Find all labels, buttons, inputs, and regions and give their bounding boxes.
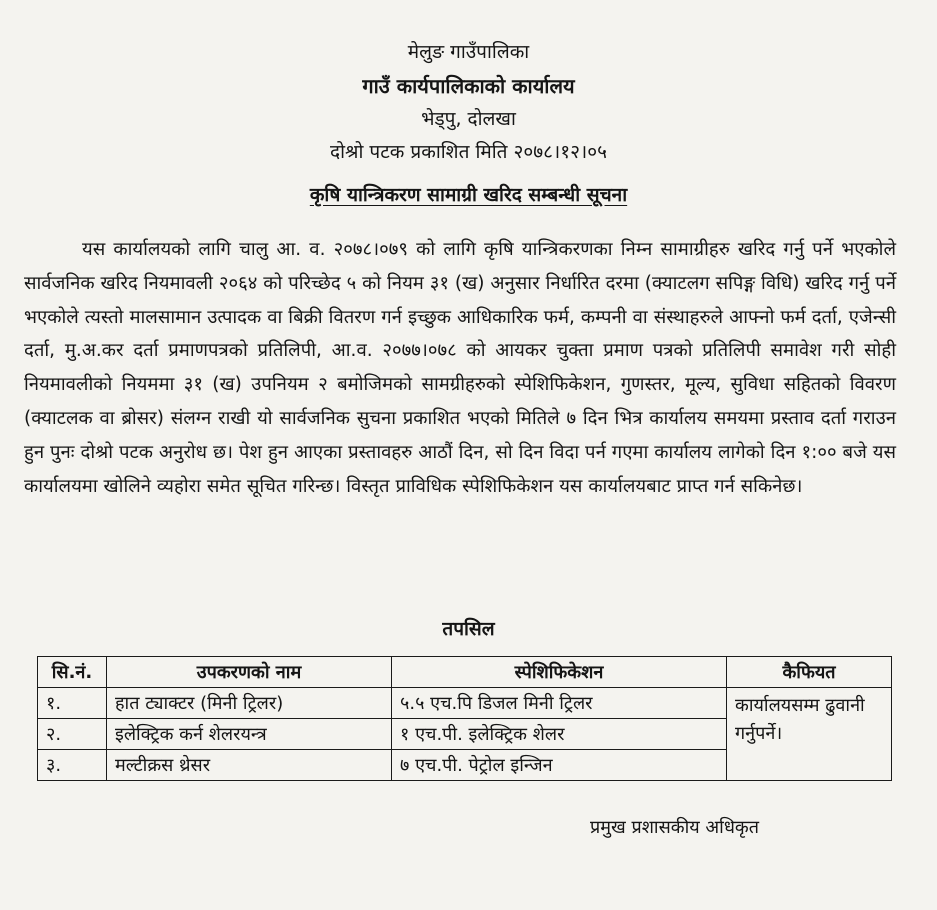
col-header-name: उपकरणको नाम (107, 657, 392, 688)
office-address: भेड्पु, दोलखा (421, 108, 516, 130)
row-sn: ३. (38, 750, 107, 781)
publication-date: दोश्रो पटक प्रकाशित मिति २०७८।१२।०५ (330, 141, 607, 163)
table-caption: तपसिल (442, 618, 495, 640)
row-spec: १ एच.पी. इलेक्ट्रिक शेलर (392, 719, 727, 750)
notice-subject (0, 183, 937, 207)
row-sn: २. (38, 719, 107, 750)
row-spec: ५.५ एच.पि डिजल मिनी ट्रिलर (392, 688, 727, 719)
notice-subject-text: कृषि यान्त्रिकरण सामाग्री खरिद सम्बन्धी सूचना (309, 184, 628, 206)
col-header-spec: स्पेशिफिकेशन (392, 657, 727, 688)
table-header-row (38, 657, 892, 688)
col-header-remark: कैफियत (727, 657, 892, 688)
row-name: इलेक्ट्रिक कर्न शेलरयन्त्र (107, 719, 392, 750)
row-spec: ७ एच.पी. पेट्रोल इन्जिन (392, 750, 727, 781)
office-name: गाउँ कार्यपालिकाको कार्यालय (362, 74, 575, 98)
row-name: मल्टीक्रस थ्रेसर (107, 750, 392, 781)
equipment-table (37, 656, 892, 781)
municipality-name: मेलुङ गाउँपालिका (407, 41, 530, 63)
table-row (38, 688, 892, 719)
col-header-sn: सि.नं. (38, 657, 107, 688)
row-sn: १. (38, 688, 107, 719)
row-remark: कार्यालयसम्म ढुवानी गर्नुपर्ने। (727, 688, 892, 781)
notice-body: यस कार्यालयको लागि चालु आ. व. २०७८।०७९ को लागि कृषि यान्त्रिकरणका निम्न सामाग्रीहरु खरिद गर्नु पर्ने भएकोले सार्वजनिक खरिद नियमावली २०६४ को परिच्छेद ५ को नियम ३१ (ख) अनुसार निर्धारित दरमा (क्याटलग सपिङ्ग विधि) खरिद गर्नु पर्ने भएकोले त्यस्तो मालसामान उत्पादक वा बिक्री वितरण गर्न इच्छुक आधिकारिक फर्म, कम्पनी वा संस्थाहरुले आफ्नो फर्म दर्ता, एजेन्सी दर्ता, मु.अ.कर दर्ता प्रमाणपत्रको प्रतिलिपी, आ.व. २०७७।०७८ को आयकर चुक्ता प्रमाण पत्रको प्रतिलिपी समावेश गरी सोही नियमावलीको नियममा ३१ (ख) उपनियम २ बमोजिमको सामग्रीहरुको स्पेशिफिकेशन, गुणस्तर, मूल्य, सुविधा सहितको विवरण (क्याटलक वा ब्रोसर) संलग्न राखी यो सार्वजनिक सुचना प्रकाशित भएको मितिले ७ दिन भित्र कार्यालय समयमा प्रस्ताव दर्ता गराउन हुन पुनः दोश्रो पटक अनुरोध छ। पेश हुन आएका प्रस्तावहरु आठौं दिन, सो दिन विदा पर्न गएमा कार्यालय लागेको दिन १:०० बजे यस कार्यालयमा खोलिने व्यहोरा समेत सूचित गरिन्छ। विस्तृत प्राविधिक स्पेशिफिकेशन यस कार्यालयबाट प्राप्त गर्न सकिनेछ। (24, 239, 896, 497)
signatory-title: प्रमुख प्रशासकीय अधिकृत (590, 817, 759, 838)
row-name: हात ट्याक्टर (मिनी ट्रिलर) (107, 688, 392, 719)
